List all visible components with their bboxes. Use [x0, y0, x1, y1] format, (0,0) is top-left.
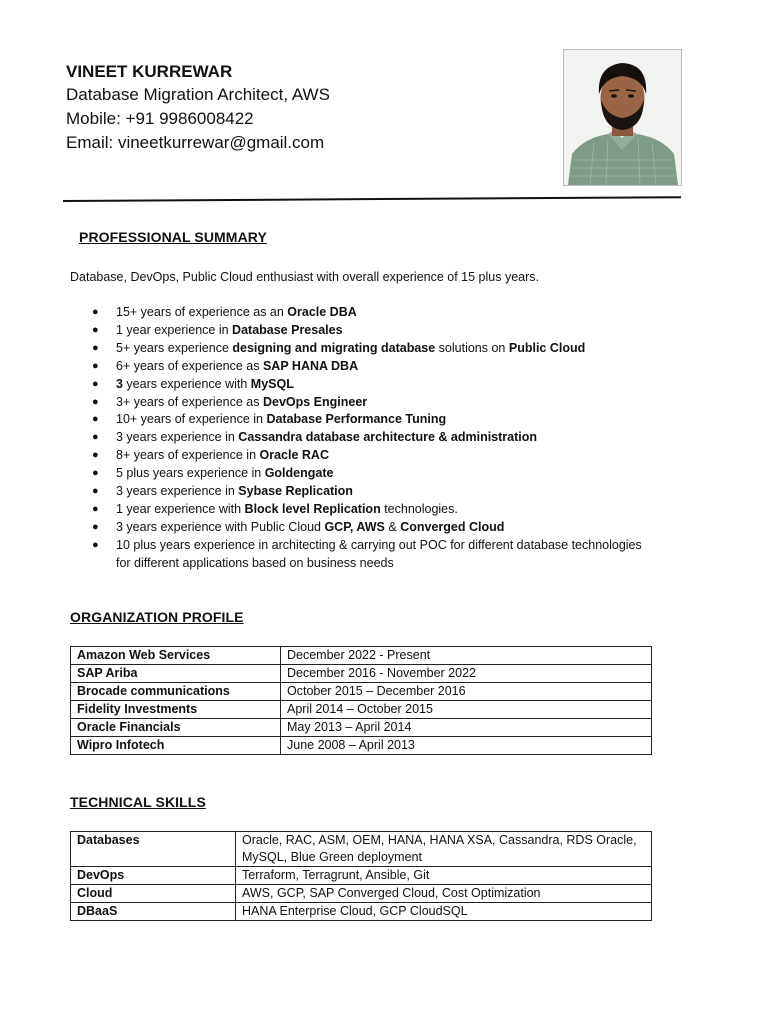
skills-row-key: Databases	[71, 832, 236, 867]
summary-item-text: Oracle DBA	[287, 305, 357, 319]
summary-item-text: solutions on	[435, 340, 509, 355]
summary-heading: PROFESSIONAL SUMMARY	[79, 229, 267, 245]
bullet-icon: ●	[92, 377, 99, 390]
summary-item-text: years experience with	[122, 376, 251, 391]
bullet-icon: ●	[92, 467, 99, 480]
candidate-name: VINEET KURREWAR	[66, 62, 233, 81]
organization-row-value: December 2022 - Present	[281, 647, 652, 665]
summary-item-text: MySQL	[250, 376, 294, 391]
organization-heading: ORGANIZATION PROFILE	[70, 609, 244, 625]
organization-row	[71, 647, 652, 665]
resume-header	[66, 60, 330, 155]
skills-row	[71, 867, 652, 885]
organization-row	[71, 737, 652, 755]
organization-row-key: SAP Ariba	[71, 665, 281, 683]
organization-row-key: Oracle Financials	[71, 719, 281, 737]
summary-item	[92, 322, 652, 340]
bullet-icon: ●	[92, 413, 99, 426]
bullet-icon: ●	[92, 306, 99, 318]
skills-row-key: DBaaS	[71, 903, 236, 921]
summary-item	[92, 519, 652, 537]
organization-row-key: Wipro Infotech	[71, 737, 281, 755]
summary-item-text: 10 plus years experience in architecting & carrying out POC for different database technologies for different applications based on business needs	[116, 537, 642, 570]
bullet-icon: ●	[92, 359, 99, 372]
skills-row-value: Terraform, Terragrunt, Ansible, Git	[236, 867, 652, 885]
bullet-icon: ●	[92, 449, 99, 462]
bullet-icon: ●	[92, 538, 99, 551]
summary-item-text: Database Performance Tuning	[266, 412, 447, 427]
summary-intro: Database, DevOps, Public Cloud enthusiast with overall experience of 15 plus years.	[70, 270, 540, 284]
summary-item-text: GCP, AWS	[324, 519, 385, 534]
skills-heading: TECHNICAL SKILLS	[70, 794, 206, 810]
bullet-icon: ●	[92, 431, 99, 444]
summary-item-text: 15+ years of experience as an	[116, 305, 288, 319]
organization-row-value: May 2013 – April 2014	[281, 719, 652, 737]
bullet-icon: ●	[92, 502, 99, 515]
summary-item-text: Sybase Replication	[238, 484, 353, 499]
summary-item-text: 3+ years of experience as	[116, 394, 263, 409]
summary-item-text: DevOps Engineer	[262, 394, 368, 409]
organization-row	[71, 719, 652, 737]
organization-row	[71, 701, 652, 719]
summary-item	[92, 447, 652, 465]
summary-item	[92, 394, 652, 412]
skills-row-key: Cloud	[71, 885, 236, 903]
summary-item	[92, 376, 652, 394]
summary-item-text: Oracle RAC	[259, 448, 329, 463]
summary-item-text: 1 year experience in	[116, 322, 233, 337]
summary-item-text: 1 year experience with	[116, 501, 245, 516]
organization-row-key: Brocade communications	[71, 683, 281, 701]
organization-row-value: June 2008 – April 2013	[281, 737, 652, 755]
summary-item	[92, 537, 652, 573]
summary-item-text: 3 years experience with Public Cloud	[116, 519, 325, 534]
summary-item	[92, 429, 652, 447]
candidate-mobile: Mobile: +91 9986008422	[66, 109, 254, 128]
organization-row-key: Fidelity Investments	[71, 701, 281, 719]
skills-row	[71, 903, 652, 921]
summary-item-text: designing and migrating database	[232, 340, 436, 355]
skills-row-value: Oracle, RAC, ASM, OEM, HANA, HANA XSA, Cassandra, RDS Oracle, MySQL, Blue Green deployment	[236, 832, 652, 867]
skills-row	[71, 832, 652, 867]
skills-row-key: DevOps	[71, 867, 236, 885]
summary-item-text: Public Cloud	[508, 340, 586, 355]
summary-item-text: Database Presales	[232, 322, 343, 337]
summary-item	[92, 501, 652, 519]
summary-item-text: 10+ years of experience in	[116, 412, 267, 427]
summary-item-text: 8+ years of experience in	[116, 448, 260, 463]
summary-item	[92, 483, 652, 501]
skills-row-value: AWS, GCP, SAP Converged Cloud, Cost Optimization	[236, 885, 652, 903]
organization-row	[71, 683, 652, 701]
bullet-icon: ●	[92, 485, 99, 498]
summary-item-text: technologies.	[380, 501, 458, 516]
skills-table	[70, 831, 652, 921]
summary-item-text: SAP HANA DBA	[262, 358, 359, 373]
summary-item	[92, 411, 652, 429]
summary-item-text: 5+ years experience	[116, 340, 233, 355]
bullet-icon: ●	[92, 323, 99, 336]
summary-item	[92, 465, 652, 483]
organization-row	[71, 665, 652, 683]
summary-item-text: 5 plus years experience in	[116, 466, 265, 481]
candidate-title: Database Migration Architect, AWS	[66, 85, 330, 104]
summary-item-text: Converged Cloud	[400, 519, 505, 534]
organization-table	[70, 646, 652, 755]
skills-row-value: HANA Enterprise Cloud, GCP CloudSQL	[236, 903, 652, 921]
summary-item-text: &	[384, 519, 401, 534]
organization-row-value: October 2015 – December 2016	[281, 683, 652, 701]
profile-photo-icon	[564, 50, 681, 185]
organization-row-value: December 2016 - November 2022	[281, 665, 652, 683]
summary-item-text: 3 years experience in	[116, 484, 239, 499]
summary-item-text: Cassandra database architecture & administration	[238, 430, 538, 445]
summary-item-text: 3 years experience in	[116, 430, 239, 445]
summary-item-text: 3	[116, 376, 123, 391]
candidate-email: Email: vineetkurrewar@gmail.com	[66, 133, 325, 152]
organization-row-key: Amazon Web Services	[71, 647, 281, 665]
summary-item-text: 6+ years of experience as	[116, 358, 263, 373]
header-divider	[63, 196, 681, 202]
profile-photo	[563, 49, 682, 186]
bullet-icon: ●	[92, 395, 99, 408]
summary-item-text: Block level Replication	[244, 501, 381, 516]
skills-row	[71, 885, 652, 903]
bullet-icon: ●	[92, 520, 99, 533]
summary-item	[92, 340, 652, 358]
summary-item	[92, 358, 652, 376]
summary-list	[92, 304, 652, 573]
organization-row-value: April 2014 – October 2015	[281, 701, 652, 719]
summary-item	[92, 304, 652, 322]
summary-item-text: Goldengate	[264, 466, 334, 481]
bullet-icon: ●	[92, 341, 99, 354]
